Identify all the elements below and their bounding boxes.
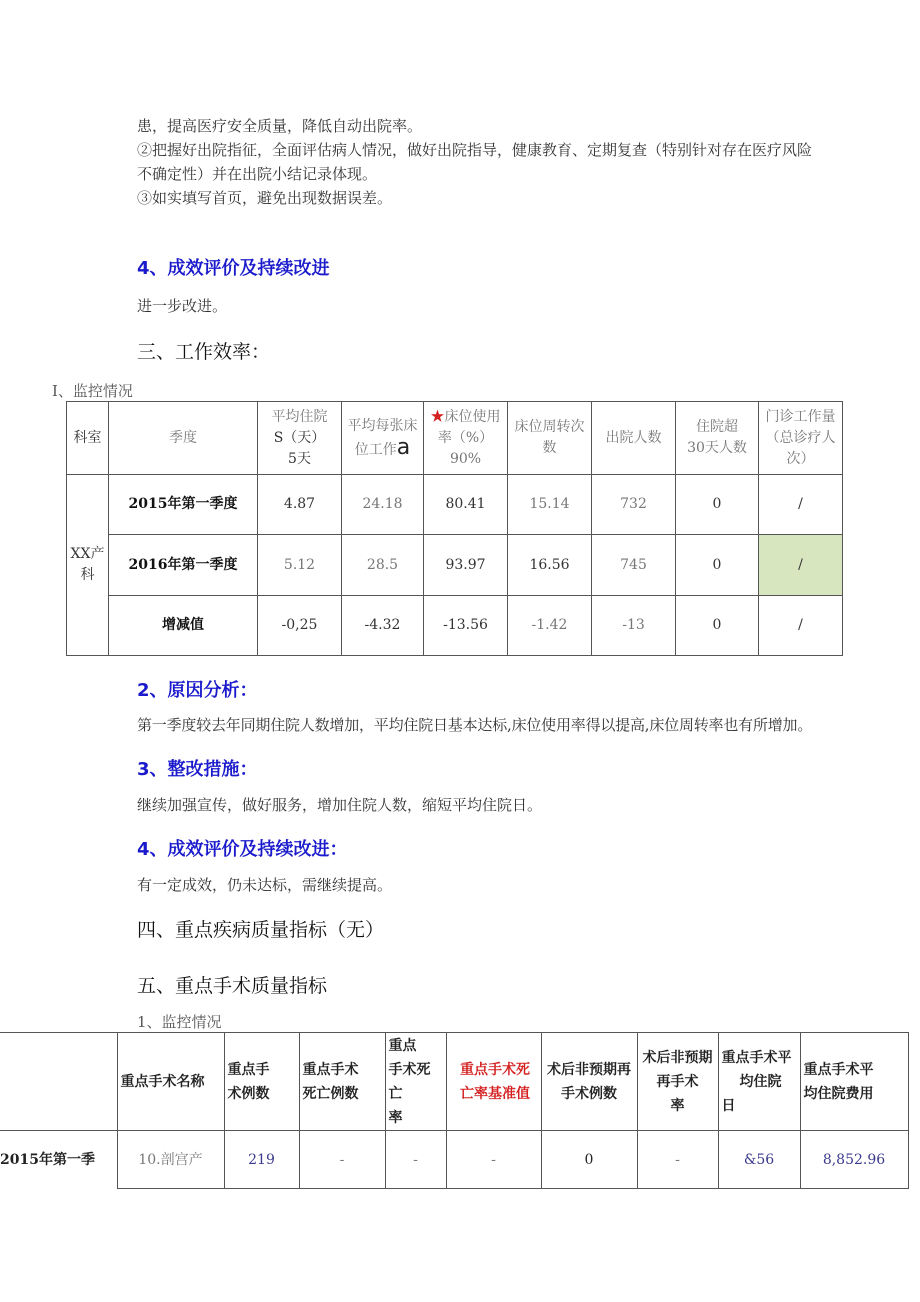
row2-discharged: 745 [592,535,676,596]
row1-outpatient: / [759,475,843,535]
intro-line-2: ②把握好出院指征，全面评估病人情况，做好出院指导，健康教育、定期复查（特别针对存在医疗风险 [137,141,813,159]
header-surgery-name: 重点手术名称 [117,1033,224,1131]
header-bed-use [424,402,508,475]
header-death-rate-baseline [446,1033,541,1131]
table-row [67,596,843,656]
header-outpatient-line2: （总诊疗人 [765,429,836,446]
table-row [67,535,843,596]
section-heading-cause: 2、原因分析： [137,680,258,701]
row3-discharged: -13 [592,596,676,656]
header-avg-cost [800,1033,908,1131]
row2-outpatient-highlighted: / [759,535,843,596]
row3-bed-turn: -1.42 [508,596,592,656]
section-heading-key-diseases: 四、重点疾病质量指标（无） [137,919,385,941]
efficiency-table [66,401,843,656]
table-row [67,475,843,535]
header-bed-turn-line2: 数 [542,440,557,456]
row3-over30: 0 [676,596,759,656]
row3-avg-stay: -0,25 [258,596,342,656]
table-header-row [0,1033,908,1131]
header-reoprate-line1: 术后非预期 [642,1049,713,1066]
header-reoperation-rate [637,1033,718,1131]
header-outpatient [759,402,843,475]
header-over30 [676,402,759,475]
header-death-rate [385,1033,446,1131]
header-surgery-count-line2: 术例数 [227,1085,270,1102]
row-season: 2015年第一季 [0,1131,117,1189]
row2-bed-work: 28.5 [342,535,424,596]
row2-bed-turn: 16.56 [508,535,592,596]
header-bed-work-line2: 位工作 [354,441,397,458]
row2-over30: 0 [676,535,759,596]
header-stay-line3: 日 [721,1097,736,1114]
header-outpatient-line1: 门诊工作量 [765,408,836,425]
row2-season: 2016年第一季度 [109,535,258,596]
row-baseline: - [446,1131,541,1189]
header-surgery-count-line1: 重点手 [227,1061,270,1078]
dept-name-line1: XX产 [70,546,105,562]
header-death-rate-line1: 重点 [388,1037,417,1054]
row-surgery-count: 219 [224,1131,299,1189]
row1-bed-turn: 15.14 [508,475,592,535]
header-death-rate-line3: 亡 [388,1085,403,1102]
row1-avg-stay: 4.87 [258,475,342,535]
header-death-rate-line2: 手术死 [388,1061,431,1078]
header-surgery-count [224,1033,299,1131]
row-reoperation-rate: - [637,1131,718,1189]
header-avg-stay-line2: S（天） [273,429,326,446]
header-cost-line2: 均住院费用 [803,1085,874,1102]
section-body-effect-2: 有一定成效，仍未达标，需继续提高。 [137,876,393,894]
intro-line-3: 不确定性）并在出院小结记录体现。 [137,165,378,183]
table-row [0,1131,908,1189]
row3-bed-use: -13.56 [424,596,508,656]
section-heading-rectify: 3、整改措施： [137,759,258,780]
header-bed-use-line1: 床位使用 [444,408,501,425]
section-heading-work-efficiency: 三、工作效率： [137,341,271,363]
header-bed-work-line1: 平均每张床 [347,417,418,434]
header-season: 季度 [109,402,258,475]
row3-season: 增减值 [109,596,258,656]
header-over30-line2: 30天人数 [687,440,747,456]
header-outpatient-line3: 次） [786,450,815,467]
header-bed-turn-line1: 床位周转次 [514,419,585,435]
section-body-rectify: 继续加强宣传，做好服务，增加住院人数，缩短平均住院日。 [137,796,543,814]
row3-bed-work: -4.32 [342,596,424,656]
header-discharged: 出院人数 [592,402,676,475]
surgery-quality-table [0,1032,909,1189]
section-heading-effect-1: 4、成效评价及持续改进 [137,258,330,279]
header-avg-stay-line1: 平均住院 [271,408,328,425]
header-death-count-line2: 死亡例数 [302,1085,359,1102]
row3-outpatient: / [759,596,843,656]
row1-over30: 0 [676,475,759,535]
header-cost-line1: 重点手术平 [803,1061,874,1078]
header-reoperation-count [541,1033,637,1131]
row-death-count: - [299,1131,385,1189]
row1-discharged: 732 [592,475,676,535]
monitor-label-1: I、监控情况 [52,382,133,400]
header-death-count [299,1033,385,1131]
row1-bed-work: 24.18 [342,475,424,535]
section-body-cause: 第一季度较去年同期住院人数增加，平均住院日基本达标,床位使用率得以提高,床位周转率也有所增加。 [137,716,813,734]
row-avg-cost: 8,852.96 [800,1131,908,1189]
header-dept: 科室 [67,402,109,475]
header-bed-turn [508,402,592,475]
header-over30-line1: 住院超 [696,419,738,435]
row-death-rate: - [385,1131,446,1189]
dept-name-line2: 科 [80,567,95,583]
row1-season: 2015年第一季度 [109,475,258,535]
header-avg-stay [258,402,342,475]
header-death-count-line1: 重点手术 [302,1061,359,1078]
section-heading-key-surgery: 五、重点手术质量指标 [137,975,328,997]
header-bed-use-line2: 率（%）90% [437,429,494,467]
header-baseline-line1: 重点手术死 [460,1061,530,1078]
header-bed-work [342,402,424,475]
header-reoprate-line2: 再手术 [656,1073,699,1090]
section-heading-effect-2: 4、成效评价及持续改进： [137,839,348,860]
row-reoperation-count: 0 [541,1131,637,1189]
header-stay-line2: 均住院 [739,1073,782,1090]
header-reoprate-line3: 率 [670,1097,685,1114]
section-body-effect-1: 进一步改进。 [137,297,228,315]
header-blank [0,1033,117,1131]
header-stay-line1: 重点手术平 [721,1049,792,1066]
row-avg-stay: &56 [718,1131,800,1189]
header-avg-stay [718,1033,800,1131]
header-baseline-line2: 亡率基准值 [460,1085,530,1102]
star-icon: ★ [430,408,445,425]
intro-line-4: ③如实填写首页，避免出现数据误差。 [137,189,393,207]
header-death-rate-line4: 率 [388,1109,403,1126]
row2-avg-stay: 5.12 [258,535,342,596]
header-reop-line2: 手术例数 [561,1085,617,1102]
dept-cell [67,475,109,656]
header-avg-stay-line3: 5天 [288,450,311,467]
table-header-row [67,402,843,475]
header-reop-line1: 术后非预期再 [547,1061,631,1078]
row1-bed-use: 80.41 [424,475,508,535]
header-bed-work-a: a [396,434,411,460]
row-surgery-name: 10.剖宫产 [117,1131,224,1189]
monitor-label-2: 1、监控情况 [137,1013,222,1031]
intro-line-1: 患，提高医疗安全质量，降低自动出院率。 [137,117,423,135]
row2-bed-use: 93.97 [424,535,508,596]
